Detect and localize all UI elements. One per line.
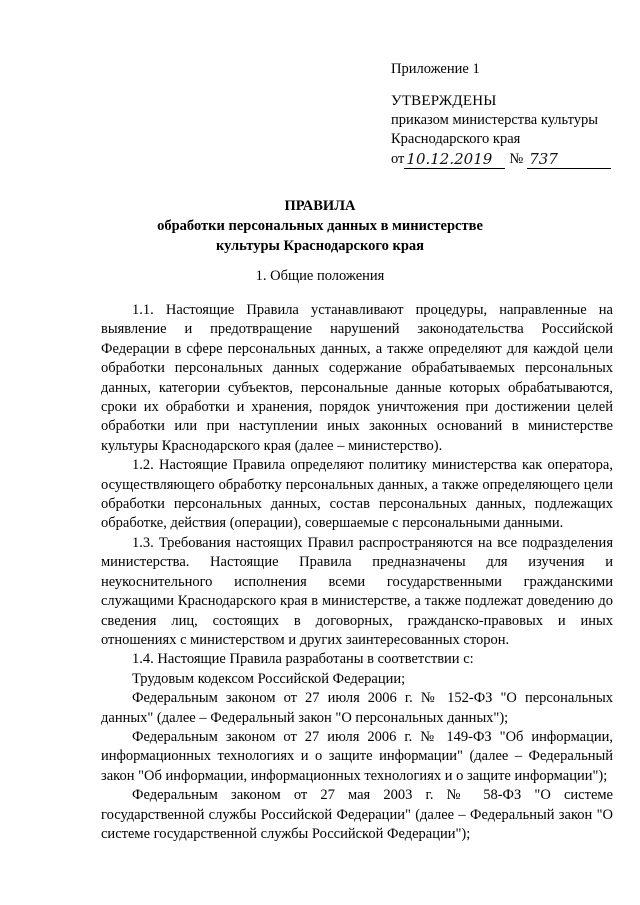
document-body: [101, 301, 613, 844]
paragraph: 1.1. Настоящие Правила устанавливают процедуры, направленные на выявление и предотвращение нарушений законодательства Российской Федерации в сфере персональных данных, а также определяют для каждой цели обработки персональных данных содержание обрабатываемых персональных данных, категории субъектов, персональные данные которых обрабатываются, сроки их обработки и хранения, порядок уничтожения при достижении целей обработки или при наступлении иных законных оснований в министерстве культуры Краснодарского края (далее – министерство).: [101, 302, 613, 454]
appendix-label: Приложение 1: [391, 61, 480, 77]
title-line-3: культуры Краснодарского края: [215, 238, 425, 254]
order-line-2: Краснодарского края: [391, 131, 521, 147]
paragraph: Федеральным законом от 27 июля 2006 г. № 149-ФЗ "Об информации, информационных технологиях и о защите информации" (далее – Федеральный закон "Об информации, информационных технологиях и о защите информации");: [101, 728, 613, 784]
number-prefix: №: [509, 151, 524, 167]
section-heading: 1. Общие положения: [255, 268, 385, 284]
order-date-line: [391, 150, 631, 169]
order-date: 10.12.2019: [404, 151, 505, 169]
title-line-1: ПРАВИЛА: [284, 198, 356, 214]
paragraph: 1.4. Настоящие Правила разработаны в соответствии с:: [132, 651, 474, 668]
paragraph: Федеральным законом от 27 июля 2006 г. № 152-ФЗ "О персональных данных" (далее – Федеральный закон "О персональных данных");: [101, 690, 613, 726]
order-number: 737: [527, 151, 611, 169]
date-prefix: от: [391, 151, 405, 167]
approval-block: [391, 92, 631, 169]
paragraph: 1.3. Требования настоящих Правил распространяются на все подразделения министерства. Настоящие Правила предназначены для изучения и неукоснительного исполнения всеми государственными гражданскими служащими Краснодарского края в министерстве, а также подлежат доведению до сведения лиц, состоящих в договорных, гражданско-правовых и иных отношениях с министерством и других заинтересованных сторон.: [101, 534, 613, 648]
document-title: [120, 196, 520, 256]
approved-heading: УТВЕРЖДЕНЫ: [391, 93, 497, 109]
title-line-2: обработки персональных данных в министерстве: [157, 218, 483, 234]
paragraph: 1.2. Настоящие Правила определяют политику министерства как оператора, осуществляющего обработку персональных данных, а также определяющего цели обработки персональных данных, состав персональных данных, подлежащих обработке, действия (операции), совершаемые с персональными данными.: [101, 457, 613, 532]
paragraph: Трудовым кодексом Российской Федерации;: [132, 670, 406, 687]
order-line-1: приказом министерства культуры: [391, 112, 598, 128]
paragraph: Федеральным законом от 27 мая 2003 г. № 58-ФЗ "О системе государственной службы Российской Федерации" (далее – Федеральный закон "О системе государственной службы Российской Федерации");: [101, 787, 613, 842]
